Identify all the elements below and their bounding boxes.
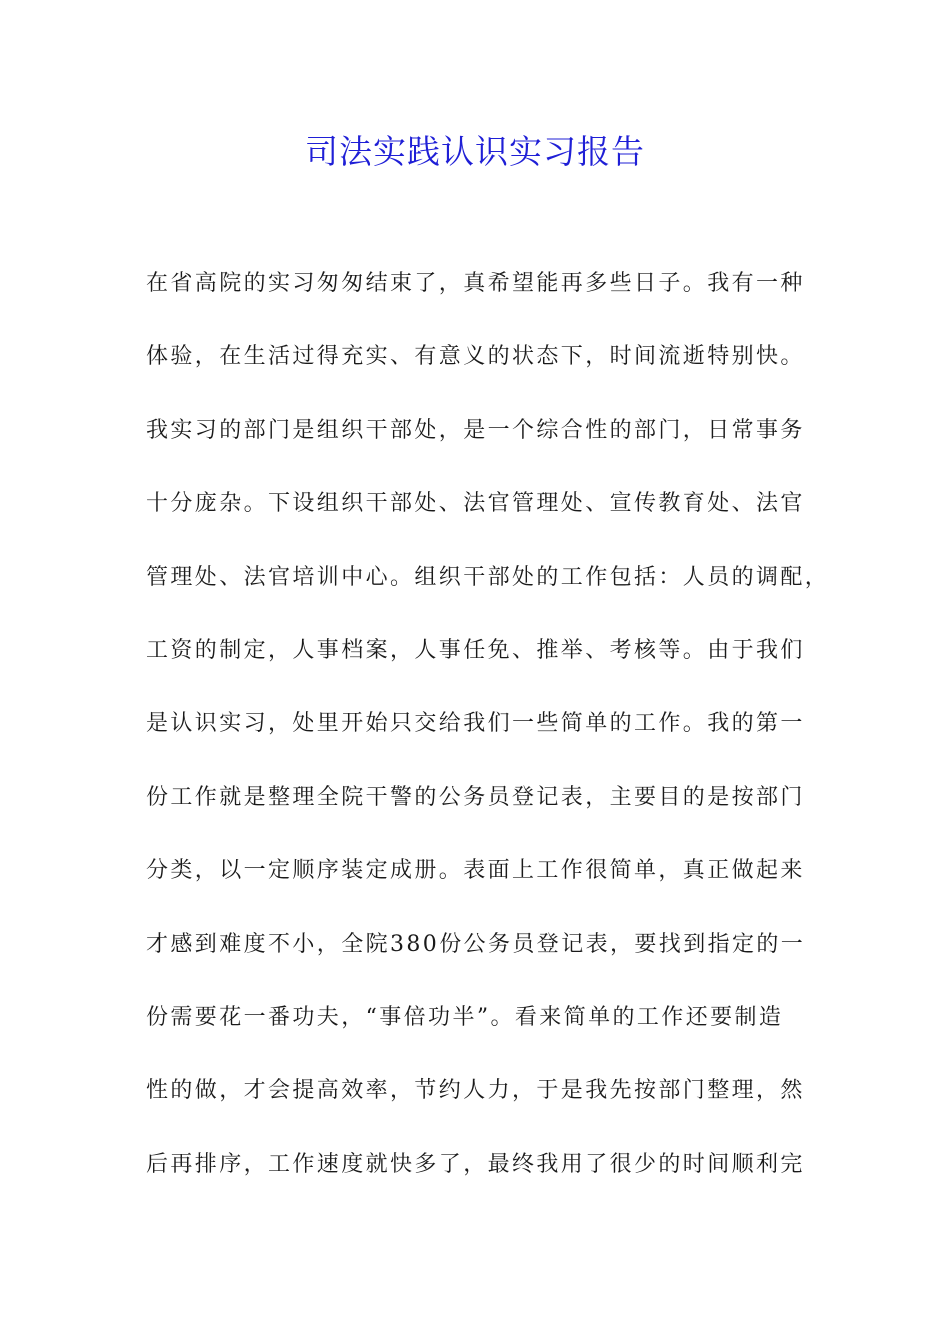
body-line: 我实习的部门是组织干部处，是一个综合性的部门，日常事务 (146, 417, 805, 443)
body-line: 工资的制定，人事档案，人事任免、推举、考核等。由于我们 (146, 637, 805, 663)
document-body (146, 260, 830, 1214)
body-line: 才感到难度不小，全院380份公务员登记表，要找到指定的一 (146, 931, 806, 957)
document-title: 司法实践认识实习报告 (305, 132, 645, 171)
body-line: 管理处、法官培训中心。组织干部处的工作包括：人员的调配， (146, 564, 830, 590)
body-line: 体验，在生活过得充实、有意义的状态下，时间流逝特别快。 (146, 344, 805, 370)
body-line: 后再排序，工作速度就快多了，最终我用了很少的时间顺利完 (146, 1151, 805, 1177)
body-line: 分类，以一定顺序装定成册。表面上工作很简单，真正做起来 (146, 858, 805, 884)
body-line: 份工作就是整理全院干警的公务员登记表，主要目的是按部门 (146, 784, 805, 810)
body-line: 性的做，才会提高效率，节约人力，于是我先按部门整理，然 (146, 1078, 805, 1104)
body-line: 份需要花一番功夫，“事倍功半”。看来简单的工作还要制造 (146, 1004, 784, 1030)
body-line: 在省高院的实习匆匆结束了，真希望能再多些日子。我有一种 (146, 271, 805, 296)
body-line: 是认识实习，处里开始只交给我们一些简单的工作。我的第一 (146, 711, 805, 737)
body-line: 十分庞杂。下设组织干部处、法官管理处、宣传教育处、法官 (146, 491, 805, 517)
